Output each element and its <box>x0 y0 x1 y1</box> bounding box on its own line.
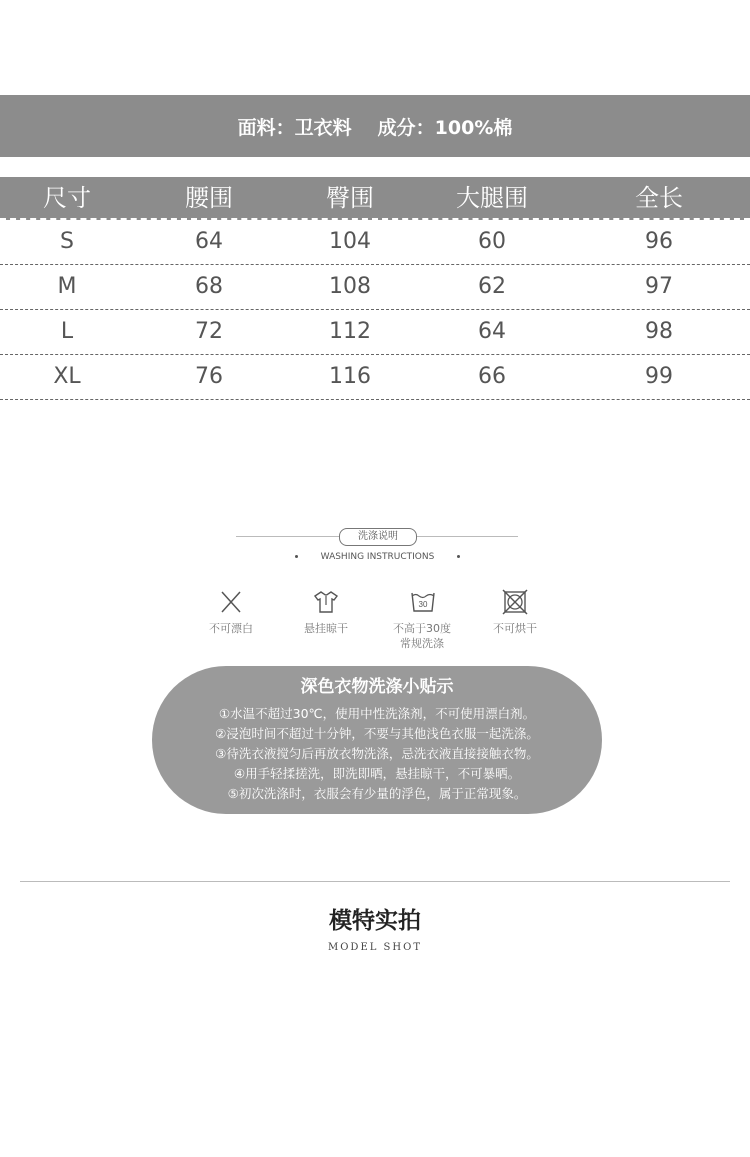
tip-item: ①水温不超过30℃，使用中性洗涤剂，不可使用漂白剂。 <box>218 706 536 721</box>
table-row <box>0 265 750 310</box>
cell-size: XL <box>53 364 81 389</box>
tip-item: ⑤初次洗涤时，衣服会有少量的浮色，属于正常现象。 <box>227 786 527 801</box>
no-tumble-dry-icon <box>501 589 529 615</box>
dark-clothes-tips-box <box>152 666 602 814</box>
cell-waist: 64 <box>195 229 223 254</box>
cell-waist: 68 <box>195 274 223 299</box>
cell-thigh: 60 <box>478 229 506 254</box>
tip-item: ②浸泡时间不超过十分钟，不要与其他浅色衣服一起洗涤。 <box>215 726 539 741</box>
cell-thigh: 66 <box>478 364 506 389</box>
tip-item: ③待洗衣液搅匀后再放衣物洗涤，忌洗衣液直接接触衣物。 <box>215 746 539 761</box>
section-divider <box>20 881 730 882</box>
tip-item: ④用手轻揉搓洗，即洗即晒，悬挂晾干，不可暴晒。 <box>233 766 521 781</box>
fabric-composition: 成分：100%棉 <box>377 116 513 139</box>
header-size: 尺寸 <box>43 184 91 212</box>
header-thigh: 大腿围 <box>456 184 528 212</box>
cell-size: S <box>60 229 74 254</box>
care-label-wash-30: 不高于30度 常规洗涤 <box>393 622 451 650</box>
table-row <box>0 310 750 355</box>
cell-size: L <box>60 319 74 344</box>
cell-size: M <box>57 274 77 299</box>
care-label-no-bleach: 不可漂白 <box>209 622 253 635</box>
cell-waist: 76 <box>195 364 223 389</box>
tips-title: 深色衣物洗涤小贴示 <box>300 677 454 697</box>
cell-thigh: 64 <box>478 319 506 344</box>
care-label-no-tumble-dry: 不可烘干 <box>493 622 537 635</box>
table-row <box>0 355 750 400</box>
wash-title-rule-left <box>236 536 339 537</box>
cell-hip: 104 <box>329 229 371 254</box>
wash-subtitle: WASHING INSTRUCTIONS <box>320 552 435 562</box>
cell-length: 99 <box>645 364 673 389</box>
header-waist: 腰围 <box>185 184 233 212</box>
header-hip: 臀围 <box>326 184 374 212</box>
fabric-material: 面料：卫衣料 <box>237 116 352 139</box>
cell-length: 96 <box>645 229 673 254</box>
cell-length: 98 <box>645 319 673 344</box>
cell-waist: 72 <box>195 319 223 344</box>
cell-length: 97 <box>645 274 673 299</box>
cell-thigh: 62 <box>478 274 506 299</box>
cell-hip: 108 <box>329 274 371 299</box>
header-length: 全长 <box>635 184 683 212</box>
no-bleach-icon <box>217 589 245 615</box>
wash-30-icon <box>409 589 437 615</box>
model-shot-subtitle: MODEL SHOT <box>327 942 422 953</box>
wash-title: 洗涤说明 <box>339 528 417 546</box>
cell-hip: 116 <box>329 364 371 389</box>
hang-dry-icon <box>312 589 340 615</box>
model-shot-title: 模特实拍 <box>329 908 421 934</box>
table-row <box>0 220 750 265</box>
wash-temp-text: 30 <box>418 600 428 609</box>
fabric-info-band <box>0 95 750 157</box>
wash-title-rule-right <box>415 536 518 537</box>
size-table-header <box>0 177 750 220</box>
cell-hip: 112 <box>329 319 371 344</box>
care-label-hang-dry: 悬挂晾干 <box>304 622 348 635</box>
